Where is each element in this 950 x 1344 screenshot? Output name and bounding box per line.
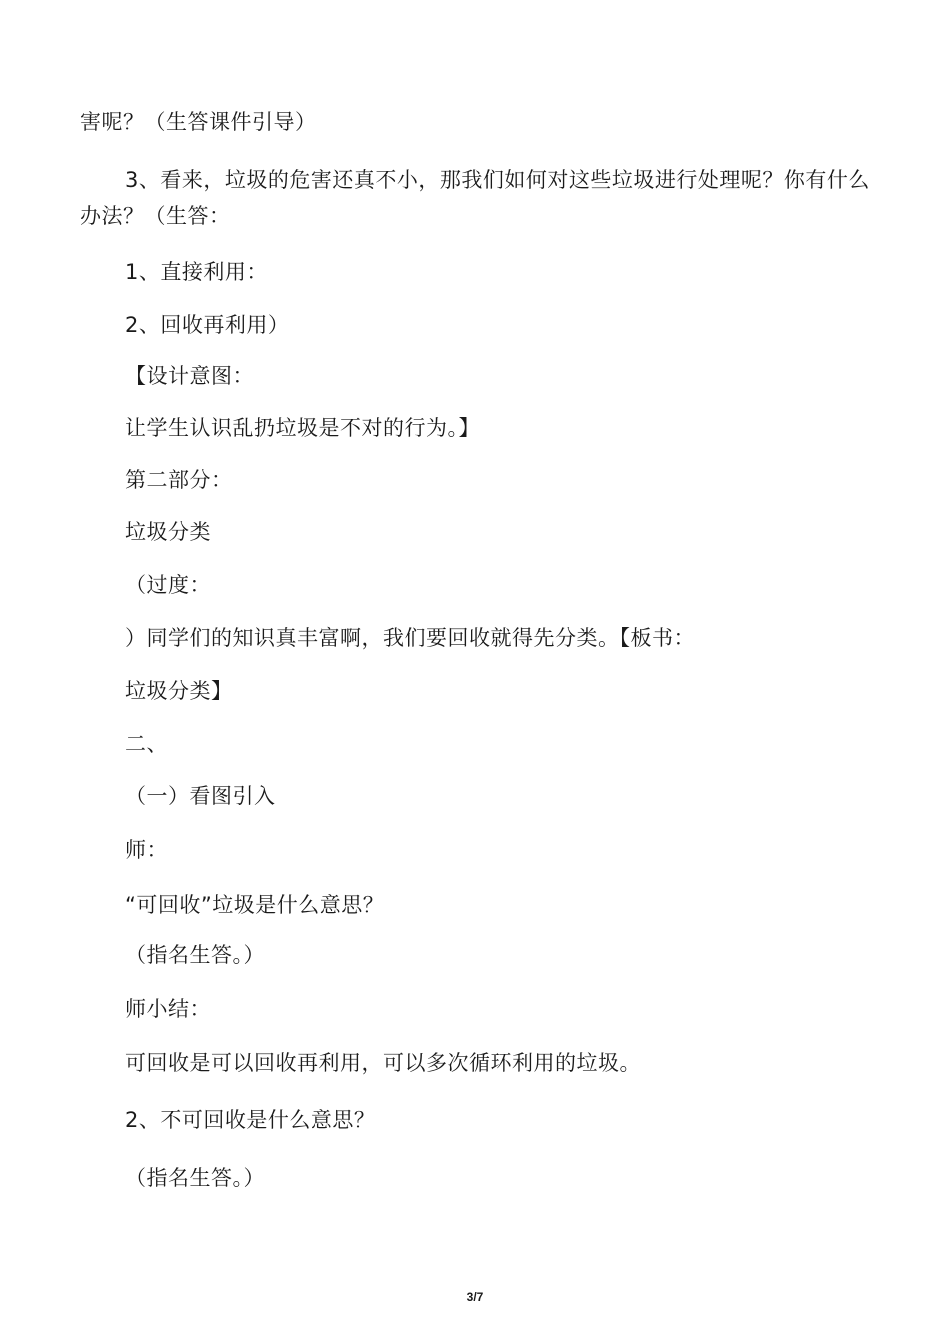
section-heading: 第二部分：: [125, 468, 233, 492]
text-line: 让学生认识乱扔垃圾是不对的行为。】: [125, 416, 480, 440]
text-line: 2、不可回收是什么意思？: [125, 1108, 376, 1132]
text-line: （指名生答。）: [125, 1166, 265, 1190]
text-line: 害呢？（生答课件引导）: [80, 110, 317, 134]
text-line: （指名生答。）: [125, 943, 265, 967]
text-line: 【设计意图：: [125, 364, 254, 388]
text-line: 师：: [125, 838, 168, 862]
text-line: （过度：: [125, 573, 211, 597]
text-line: 2、回收再利用）: [125, 313, 290, 337]
text-line: ）同学们的知识真丰富啊，我们要回收就得先分类。【板书：: [125, 626, 695, 650]
text-line: 垃圾分类】: [125, 679, 233, 703]
text-line: 垃圾分类: [125, 520, 211, 544]
page-number: 3/7: [466, 1290, 484, 1304]
text-line: （一）看图引入: [125, 784, 276, 808]
paragraph: 3、看来，垃圾的危害还真不小，那我们如何对这些垃圾进行处理呢？你有什么办法？（生答：: [80, 168, 870, 228]
section-heading: 二、: [125, 732, 168, 756]
text-line: “可回收”垃圾是什么意思？: [125, 893, 385, 917]
text-line: 1、直接利用：: [125, 260, 268, 284]
text-line: 可回收是可以回收再利用，可以多次循环利用的垃圾。: [125, 1051, 641, 1075]
text-line: 师小结：: [125, 997, 211, 1021]
